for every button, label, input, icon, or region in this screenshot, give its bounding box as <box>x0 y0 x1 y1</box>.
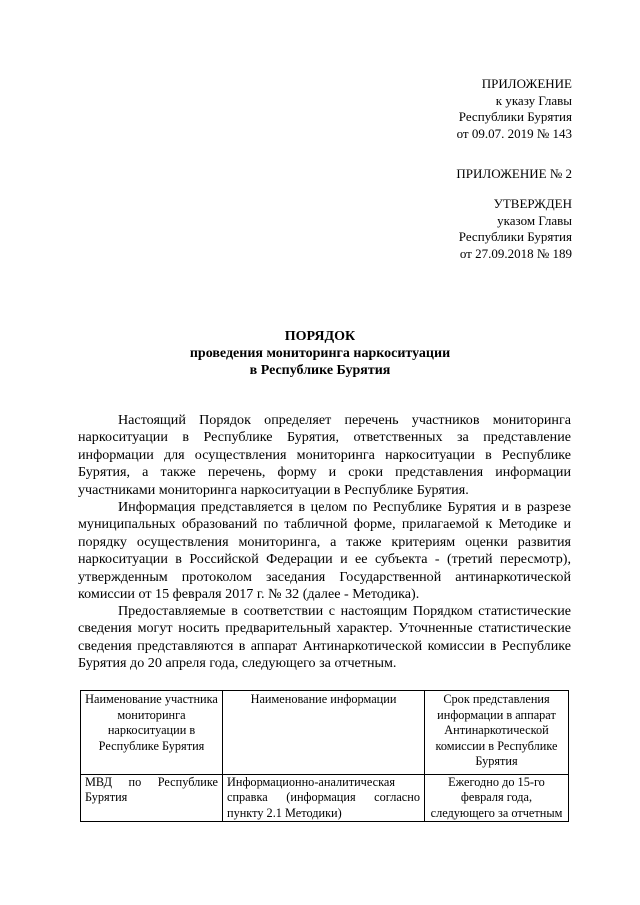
title-line: в Республике Бурятия <box>249 363 391 378</box>
title-line: ПОРЯДОК <box>284 329 356 344</box>
approval-block <box>459 196 572 262</box>
approval-line: УТВЕРЖДЕН <box>493 196 572 211</box>
cell-participant: МВД по Республике Бурятия <box>81 774 223 822</box>
approval-line: указом Главы <box>497 212 572 228</box>
table-row <box>81 774 569 822</box>
appendix-header-line: от 09.07. 2019 № 143 <box>456 125 572 141</box>
header-deadline: Срок представления информации в аппарат Антинаркотической комиссии в Республике Бурятия <box>425 691 569 775</box>
table-header-row <box>81 691 569 775</box>
paragraph: Настоящий Порядок определяет перечень участников мониторинга наркоситуации в Республике Бурятия, ответственных за представление информации для осуществления мониторинга наркоситуации в Республике Бурятия, а также перечень, форму и сроки представления информации участниками мониторинга наркоситуации в Республике Бурятия. <box>78 412 571 498</box>
approval-line: от 27.09.2018 № 189 <box>459 245 572 261</box>
approval-line: Республики Бурятия <box>458 229 572 244</box>
appendix-number-text: ПРИЛОЖЕНИЕ № 2 <box>456 166 572 181</box>
appendix-header-line: к указу Главы <box>495 92 572 108</box>
cell-information: Информационно-аналитическая справка (информация согласно пункту 2.1 Методики) <box>223 774 425 822</box>
document-title <box>0 328 640 379</box>
appendix-header <box>457 76 572 142</box>
paragraph: Информация представляется в целом по Республике Бурятия и в разрезе муниципальных образований по табличной форме, прилагаемой к Методике и порядку осуществления мониторинга, а также критериям оценки развития наркоситуации в Российской Федерации и ее субъекта - (третий пересмотр), утвержденным протоколом заседания Государственной антинаркотической комиссии от 15 февраля 2017 г. № 32 (далее - Методика). <box>78 499 571 603</box>
appendix-header-line: ПРИЛОЖЕНИЕ <box>481 76 572 91</box>
header-participant: Наименование участника мониторинга наркоситуации в Республике Бурятия <box>81 691 223 775</box>
title-line: проведения мониторинга наркоситуации <box>189 346 451 361</box>
paragraph: Предоставляемые в соответствии с настоящим Порядком статистические сведения могут носить предварительный характер. Уточненные статистические сведения представляются в аппарат Антинаркотической комиссии в Республике Бурятия до 20 апреля года, следующего за отчетным. <box>78 603 571 672</box>
reporting-table <box>80 690 569 822</box>
appendix-number <box>456 166 572 183</box>
appendix-header-line: Республики Бурятия <box>458 109 572 124</box>
header-information: Наименование информации <box>223 691 425 775</box>
cell-deadline: Ежегодно до 15-го февраля года, следующего за отчетным <box>425 774 569 822</box>
